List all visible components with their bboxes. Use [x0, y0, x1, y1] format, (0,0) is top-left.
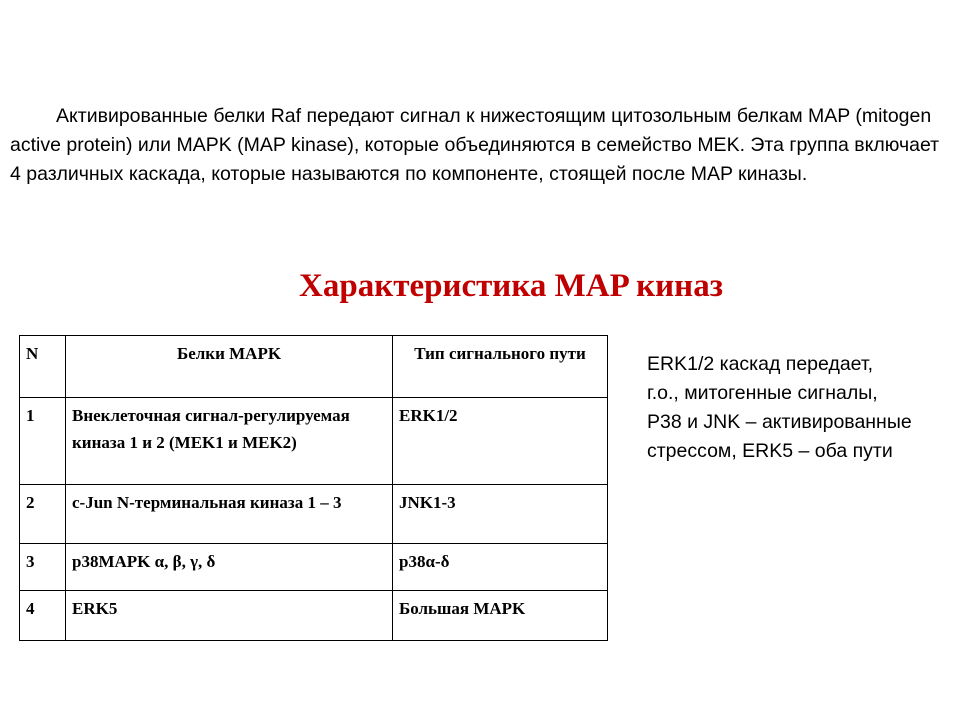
header-proteins: Белки MAPK [66, 336, 393, 398]
cell-path-type: ERK1/2 [393, 398, 608, 485]
side-note-line: P38 и JNK – активированные стрессом, ERK5 – оба пути [647, 411, 912, 462]
table-row [20, 485, 608, 544]
cell-proteins: p38MAPK α, β, γ, δ [66, 544, 393, 591]
cell-proteins: c-Jun N-терминальная киназа 1 – 3 [66, 485, 393, 544]
slide-title: Характеристика MAP киназ [299, 268, 723, 304]
cell-n: 1 [20, 398, 66, 485]
table-header-row [20, 336, 608, 398]
cell-n: 3 [20, 544, 66, 591]
table-row [20, 398, 608, 485]
cell-path-type: p38α-δ [393, 544, 608, 591]
side-note-line: ERK1/2 каскад передает, [647, 353, 874, 375]
table-row [20, 544, 608, 591]
cell-proteins: Внеклеточная сигнал-регулируемая киназа 1 и 2 (MEK1 и MEK2) [66, 398, 393, 485]
header-n: N [20, 336, 66, 398]
table-row [20, 591, 608, 641]
cell-path-type: Большая MAPK [393, 591, 608, 641]
mapk-table [19, 335, 608, 641]
side-note [647, 350, 912, 466]
cell-n: 2 [20, 485, 66, 544]
side-note-line: г.о., митогенные сигналы, [647, 382, 878, 404]
cell-path-type: JNK1-3 [393, 485, 608, 544]
intro-paragraph: Активированные белки Raf передают сигнал к нижестоящим цитозольным белкам MAP (mitogen active protein) или MAPK (MAP kinase), которые объединяются в семейство MEK. Эта группа включает 4 различных каскада, которые называются по компоненте, стоящей после MAP киназы. [10, 105, 940, 185]
header-path-type: Тип сигнального пути [393, 336, 608, 398]
cell-n: 4 [20, 591, 66, 641]
cell-proteins: ERK5 [66, 591, 393, 641]
